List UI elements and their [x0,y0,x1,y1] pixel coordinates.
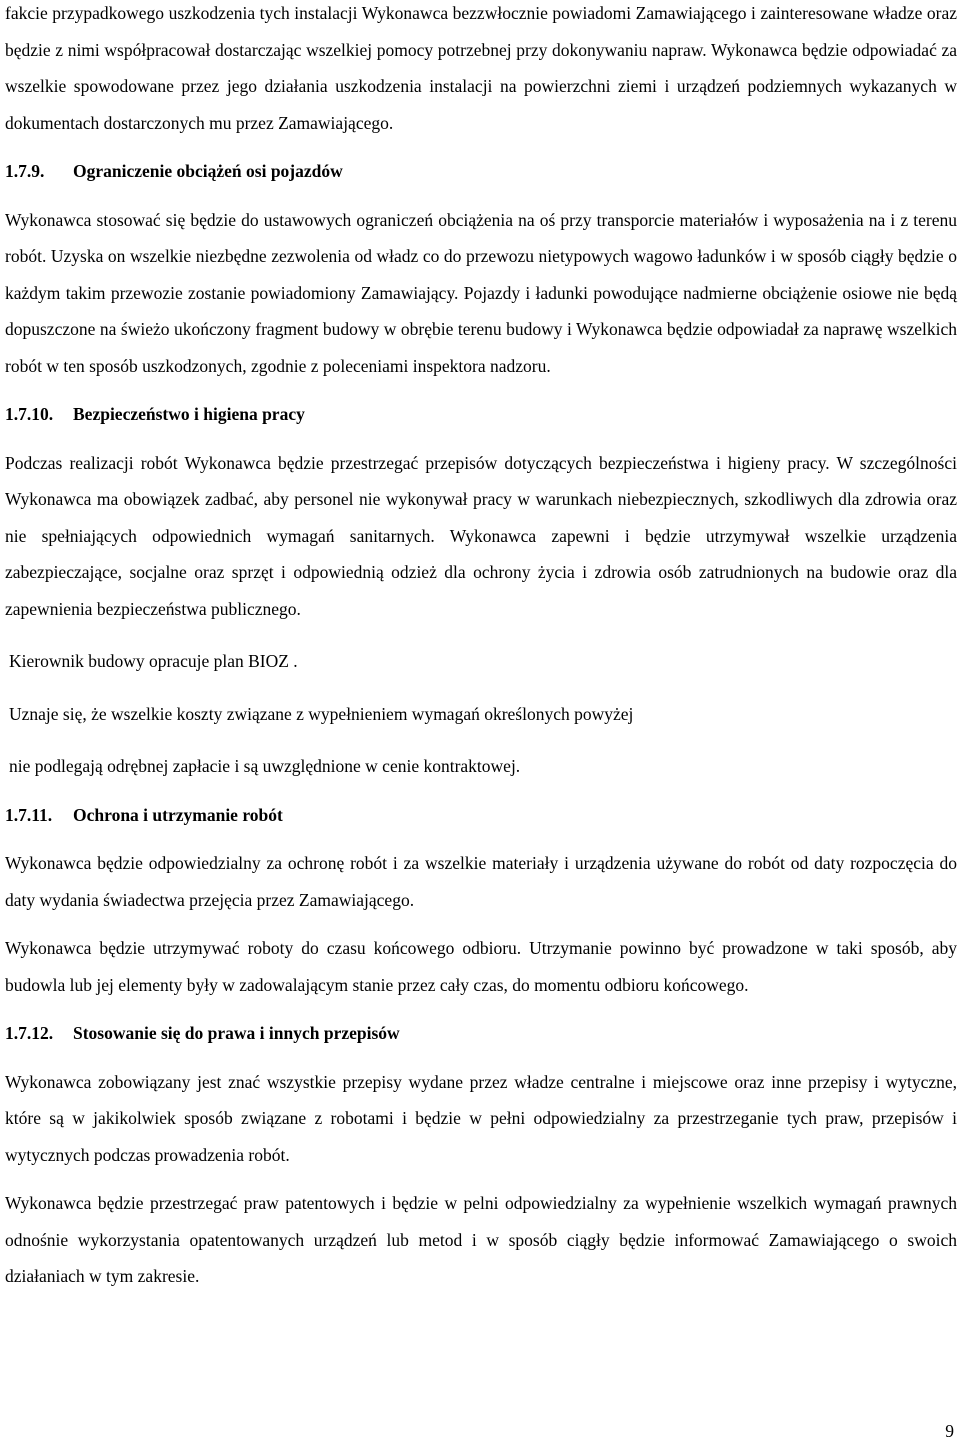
document-page [5,0,957,1295]
paragraph-costs-2: nie podlegają odrębnej zapłacie i są uwzględnione w cenie kontraktowej. [9,756,521,776]
paragraph-costs-1: Uznaje się, że wszelkie koszty związane z wypełnieniem wymagań określonych powyżej [9,703,634,724]
section-number: 1.7.11. [5,804,53,825]
paragraph-axle-load: Wykonawca stosować się będzie do ustawowych ograniczeń obciążenia na oś przy transporcie materiałów i wyposażenia na i z terenu robót. Uzyska on wszelkie niezbędne zezwolenia od władz co do przewozu nietypowych wagowo ładunków i w sposób ciągły będzie o każdym takim przewozie zostanie powiadomiony Zamawiający. Pojazdy i ładunki powodujące nadmierne obciążenie osiowe nie będą dopuszczone na świeżo ukończony fragment budowy w obrębie terenu budowy i Wykonawca będzie odpowiadał za naprawę wszelkich robót w ten sposób uszkodzonych, zgodnie z poleceniami inspektora nadzoru. [5,209,957,376]
section-title: Ograniczenie obciążeń osi pojazdów [73,161,343,181]
paragraph-protection: Wykonawca będzie odpowiedzialny za ochronę robót i za wszelkie materiały i urządzenia używane do robót od daty rozpoczęcia do daty wydania świadectwa przejęcia przez Zamawiającego. [5,853,957,910]
section-heading-1-7-9 [5,153,957,190]
paragraph-bioz: Kierownik budowy opracuje plan BIOZ . [9,651,298,671]
section-number: 1.7.12. [5,1023,54,1043]
page-number: 9 [945,1421,954,1441]
paragraph-maintenance: Wykonawca będzie utrzymywać roboty do czasu końcowego odbioru. Utrzymanie powinno być prowadzone w taki sposób, aby budowla lub jej elementy były w zadowalającym stanie przez cały czas, do momentu odbioru końcowego. [5,938,957,995]
section-title: Ochrona i utrzymanie robót [73,804,283,825]
paragraph-regulations: Wykonawca zobowiązany jest znać wszystkie przepisy wydane przez władze centralne i miejscowe oraz inne przepisy i wytyczne, które są w jakikolwiek sposób związane z robotami i będzie w pełni odpowiedzialny za przestrzeganie tych praw, przepisów i wytycznych podczas prowadzenia robót. [5,1071,957,1165]
paragraph-safety: Podczas realizacji robót Wykonawca będzie przestrzegać przepisów dotyczących bezpieczeństwa i higieny pracy. W szczególności Wykonawca ma obowiązek zadbać, aby personel nie wykonywał pracy w warunkach niebezpiecznych, szkodliwych dla zdrowia oraz nie spełniających odpowiednich wymagań sanitarnych. Wykonawca zapewni i będzie utrzymywał wszelkie urządzenia zabezpieczające, socjalne oraz sprzęt i odpowiednią odzież dla ochrony życia i zdrowia osób zatrudnionych na budowie oraz dla zapewnienia bezpieczeństwa publicznego. [5,452,957,619]
section-number: 1.7.10. [5,404,54,424]
section-heading-1-7-12 [5,1015,957,1052]
section-number: 1.7.9. [5,161,45,181]
section-title: Bezpieczeństwo i higiena pracy [73,404,305,424]
section-title: Stosowanie się do prawa i innych przepisów [73,1023,400,1043]
paragraph-damage-notice: fakcie przypadkowego uszkodzenia tych instalacji Wykonawca bezzwłocznie powiadomi Zamawiającego i zainteresowane władze oraz będzie z nimi współpracował dostarczając wszelkiej pomocy potrzebnej przy dokonywaniu napraw. Wykonawca będzie odpowiadać za wszelkie spowodowane przez jego działania uszkodzenia instalacji na powierzchni ziemi i urządzeń podziemnych wykazanych w dokumentach dostarczonych mu przez Zamawiającego. [5,3,957,133]
section-heading-1-7-10 [5,396,957,433]
paragraph-patents: Wykonawca będzie przestrzegać praw patentowych i będzie w pelni odpowiedzialny za wypełnienie wszelkich wymagań prawnych odnośnie wykorzystania opatentowanych urządzeń lub metod i w sposób ciągły będzie informować Zamawiającego o swoich działaniach w tym zakresie. [5,1193,957,1286]
section-heading-1-7-11 [5,797,957,834]
